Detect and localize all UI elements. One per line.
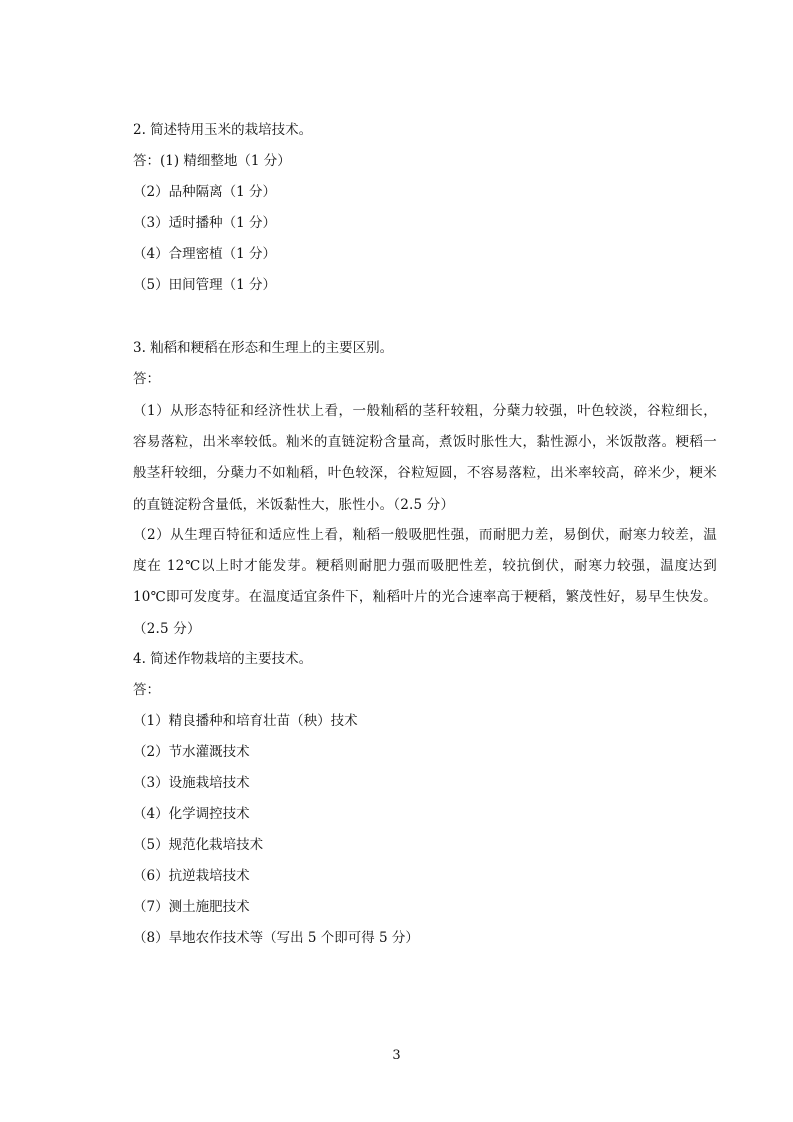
question-4-answer-item: （2）节水灌溉技术 [133, 744, 250, 760]
question-4-answer-item: （7）测土施肥技术 [133, 899, 250, 915]
question-4-answer-item: （3）设施栽培技术 [133, 775, 250, 791]
question-2-answer-item-3: （3）适时播种（1 分） [133, 215, 276, 231]
question-4-answer-item: （5）规范化栽培技术 [133, 837, 264, 853]
question-3-paragraph-1: （1）从形态特征和经济性状上看，一般籼稻的茎秆较粗，分蘖力较强，叶色较淡，谷粒细长，容易落粒，出米率较低。籼米的直链淀粉含量高，煮饭时胀性大，黏性源小，米饭散落。粳稻一般茎秆较细，分蘖力不如籼稻，叶色较深，谷粒短圆，不容易落粒，出米率较高，碎米少，粳米的直链淀粉含量低，米饭黏性大，胀性小。（2.5 分） [133, 403, 717, 513]
question-4-answer-item: （6）抗逆栽培技术 [133, 868, 250, 884]
question-3-paragraph-2: （2）从生理百特征和适应性上看，籼稻一般吸肥性强，而耐肥力差，易倒伏，耐寒力较差，温度在 12℃以上时才能发芽。粳稻则耐肥力强而吸肥性差，较抗倒伏，耐寒力较强，温度达到 10℃即可发度芽。在温度适宜条件下，籼稻叶片的光合速率高于粳稻，繁茂性好，易早生快发。（2.5 分） [133, 527, 717, 637]
question-3-answer-label: 答： [133, 371, 160, 387]
question-2-title: 2. 简述特用玉米的栽培技术。 [133, 122, 313, 138]
question-2-answer-item-5: （5）田间管理（1 分） [133, 277, 276, 293]
question-4-answer-item: （4）化学调控技术 [133, 806, 250, 822]
question-2-answer-item-1: 答：(1) 精细整地（1 分） [133, 153, 291, 169]
question-3-title: 3. 籼稻和粳稻在形态和生理上的主要区别。 [133, 340, 394, 356]
question-4-answer-label: 答： [133, 682, 160, 698]
question-2-answer-item-2: （2）品种隔离（1 分） [133, 184, 276, 200]
question-4-title: 4. 简述作物栽培的主要技术。 [133, 651, 313, 667]
question-2-answer-item-4: （4）合理密植（1 分） [133, 246, 276, 262]
question-4-answer-item: （1）精良播种和培育壮苗（秧）技术 [133, 713, 358, 729]
page-number: 3 [392, 1048, 401, 1063]
question-4-answer-item: （8）旱地农作技术等（写出 5 个即可得 5 分） [133, 930, 419, 946]
